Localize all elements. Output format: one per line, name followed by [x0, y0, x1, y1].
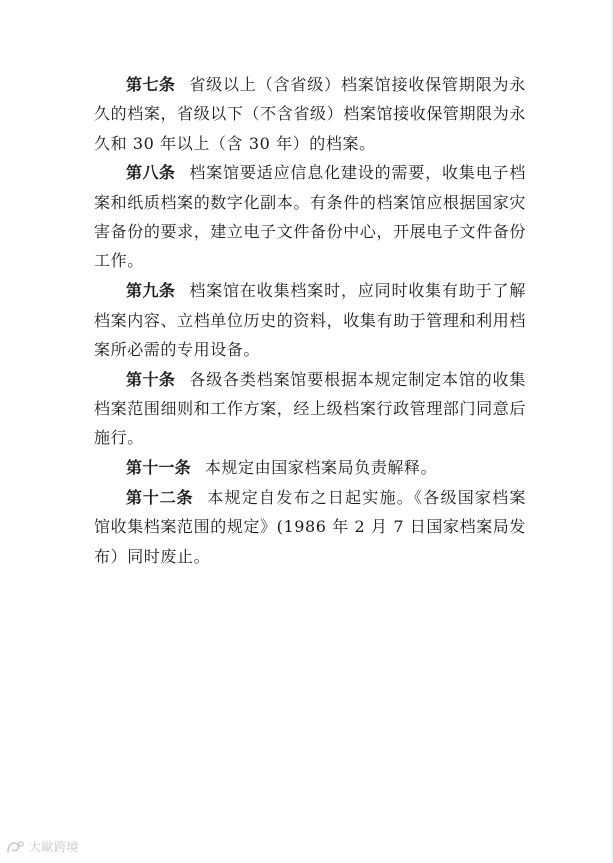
logo-mark-icon [6, 839, 26, 855]
article-text: 本规定自发布之日起实施。《各级国家档案馆收集档案范围的规定》(1986 年 2 月 7 日国家档案局发布）同时废止。 [94, 488, 526, 566]
article-number: 第十条 [126, 369, 176, 389]
article-8 [94, 158, 526, 275]
article-9 [94, 276, 526, 364]
article-text: 档案馆要适应信息化建设的需要，收集电子档案和纸质档案的数字化副本。有条件的档案馆应根据国家灾害备份的要求，建立电子文件备份中心，开展电子文件备份工作。 [94, 163, 526, 271]
article-10 [94, 365, 526, 453]
article-text: 本规定由国家档案局负责解释。 [204, 458, 438, 478]
article-text: 各级各类档案馆要根据本规定制定本馆的收集档案范围细则和工作方案，经上级档案行政管理部门同意后施行。 [94, 369, 526, 448]
article-number: 第七条 [126, 75, 176, 94]
article-text: 省级以上（含省级）档案馆接收保管期限为永久的档案，省级以下（不含省级）档案馆接收保管期限为永久和 30 年以上（含 30 年）的档案。 [94, 75, 526, 153]
article-number: 第十一条 [126, 458, 191, 478]
article-number: 第十二条 [126, 488, 194, 508]
article-11 [94, 453, 526, 482]
article-number: 第八条 [126, 163, 176, 183]
article-text: 档案馆在收集档案时，应同时收集有助于了解档案内容、立档单位历史的资料，收集有助于管理和利用档案所必需的专用设备。 [94, 281, 526, 359]
watermark [6, 838, 79, 855]
article-7 [94, 70, 526, 158]
watermark-text: 大歐跨境 [29, 840, 80, 854]
article-12 [94, 483, 526, 571]
document-body [94, 70, 526, 572]
article-number: 第九条 [126, 281, 176, 301]
